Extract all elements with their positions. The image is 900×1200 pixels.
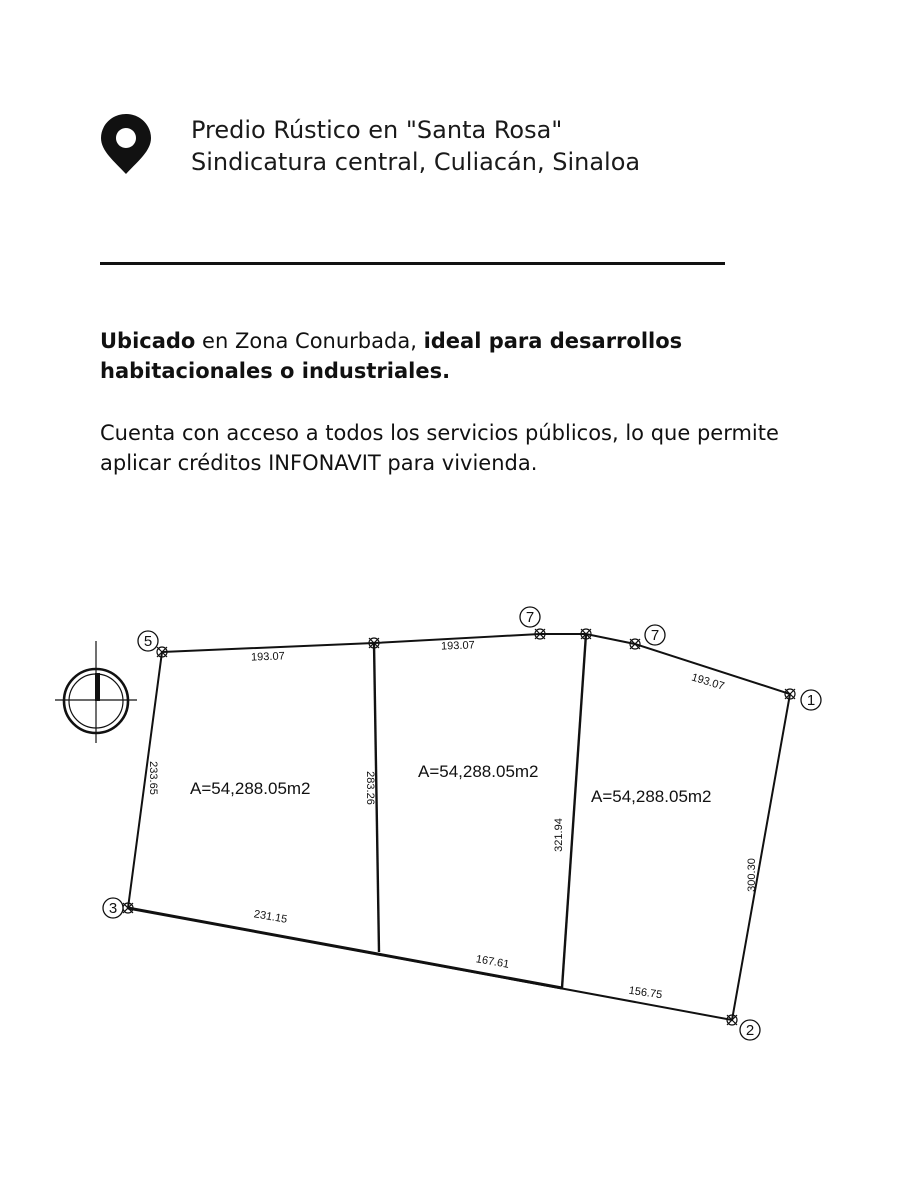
dim-bottom-left: 231.15 [252, 908, 289, 926]
vertex-label-7 [645, 625, 665, 645]
area-label-lot-1: A=54,288.05m2 [190, 779, 311, 798]
dim-bottom-middle: 167.61 [474, 953, 511, 971]
area-label-lot-3: A=54,288.05m2 [591, 787, 712, 806]
survey-markers [123, 629, 795, 1025]
dim-bottom-right: 156.75 [627, 984, 663, 1002]
vertex-label-3 [103, 898, 123, 918]
vertex-label-5 [520, 607, 540, 627]
dim-top-left: 193.07 [250, 650, 285, 664]
dim-left: 233.65 [147, 761, 159, 795]
intro-bold-1: Ubicado [100, 329, 196, 353]
dim-top-right: 193.07 [690, 671, 726, 693]
site-plan [0, 560, 900, 1080]
area-label-lot-2: A=54,288.05m2 [418, 762, 539, 781]
divider [100, 262, 725, 265]
intro-paragraph [100, 326, 760, 386]
svg-text:2: 2 [745, 1022, 755, 1039]
svg-text:7: 7 [525, 609, 535, 626]
location-line-1: Predio Rústico en "Santa Rosa" [191, 116, 563, 144]
dim-divider-1: 283.26 [364, 771, 376, 805]
north-arrow-icon [55, 641, 137, 743]
bottom-edge-thick [128, 908, 562, 988]
svg-text:1: 1 [806, 692, 816, 709]
lot-divider-2 [562, 634, 586, 988]
dim-right: 300.30 [746, 858, 758, 892]
dim-divider-2: 321.94 [553, 818, 565, 852]
services-paragraph: Cuenta con acceso a todos los servicios públicos, lo que permite aplicar créditos INFONAVIT para vivienda. [100, 421, 779, 475]
intro-bold-2: ideal para desarrollos habitacionales o industriales. [100, 329, 683, 383]
svg-text:3: 3 [108, 900, 118, 917]
location-line-2: Sindicatura central, Culiacán, Sinaloa [191, 148, 641, 176]
lot-boundary [128, 634, 790, 1020]
map-pin-icon [100, 113, 152, 175]
location-address [191, 114, 640, 178]
vertex-label-1 [801, 690, 821, 710]
vertex-label-4 [138, 631, 158, 651]
svg-text:7: 7 [650, 627, 660, 644]
intro-text: en Zona Conurbada, [195, 329, 424, 353]
svg-text:5: 5 [143, 633, 153, 650]
dim-top-middle: 193.07 [440, 639, 475, 653]
vertex-label-2 [740, 1020, 760, 1040]
